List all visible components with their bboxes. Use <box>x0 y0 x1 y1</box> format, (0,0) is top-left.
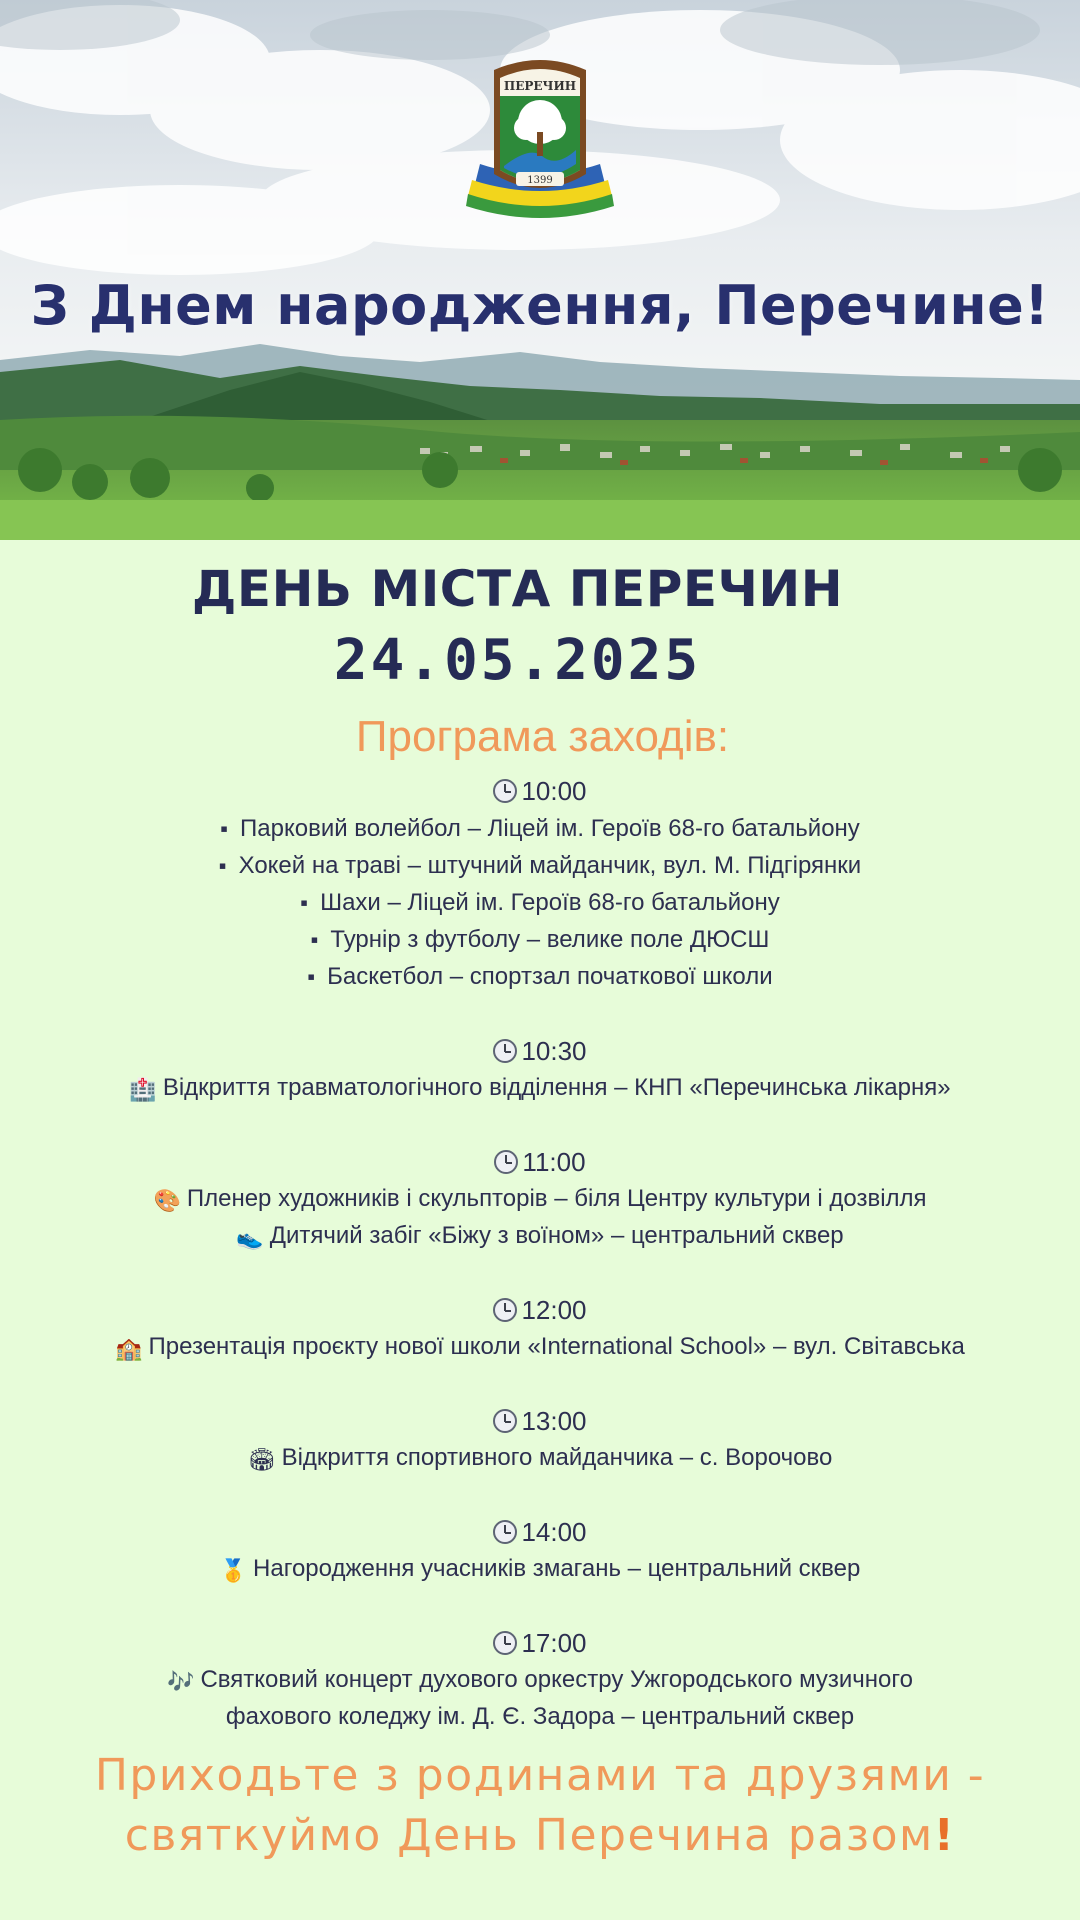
event-title: ДЕНЬ МІСТА ПЕРЕЧИН <box>191 560 844 618</box>
clock-icon <box>493 1298 517 1322</box>
event-date: 24.05.2025 <box>333 628 702 693</box>
coat-of-arms-logo <box>460 56 620 228</box>
list-item: ▪ Парковий волейбол – Ліцей ім. Героїв 68-го батальйону <box>0 814 1080 844</box>
list-item: ▪ Турнір з футболу – велике поле ДЮСШ <box>0 925 1080 955</box>
sneaker-icon: 👟 <box>236 1225 264 1250</box>
list-item <box>0 1332 1080 1364</box>
time-12-00 <box>0 1295 1080 1325</box>
emblem-label: ПЕРЕЧИН <box>503 79 577 93</box>
hospital-icon: 🏥 <box>129 1077 157 1102</box>
clock-icon <box>493 1409 517 1433</box>
time-label: 10:00 <box>521 776 587 806</box>
music-notes-icon: 🎶 <box>167 1669 195 1694</box>
time-label: 17:00 <box>521 1628 587 1658</box>
time-label: 11:00 <box>522 1147 586 1177</box>
medal-icon: 🥇 <box>219 1558 248 1583</box>
list-item-text: Дитячий забіг «Біжу з воїном» – центральний сквер <box>269 1222 844 1249</box>
palette-icon: 🎨 <box>153 1188 181 1213</box>
list-item-text: Святковий концерт духового оркестру Ужгородського музичного <box>200 1666 913 1693</box>
time-label: 10:30 <box>521 1036 587 1066</box>
time-label: 12:00 <box>521 1295 587 1325</box>
hero-title: З Днем народження, Перечине! <box>30 274 1050 337</box>
list-item: ▪ Баскетбол – спортзал початкової школи <box>0 962 1080 992</box>
clock-icon <box>494 1150 518 1174</box>
list-item-text: Відкриття спортивного майданчика – с. Ворочово <box>281 1444 833 1471</box>
list-item <box>0 1221 1080 1253</box>
program-heading: Програма заходів: <box>355 712 730 761</box>
closing-line-1: Приходьте з родинами та друзями - <box>94 1750 986 1801</box>
list-item <box>0 1073 1080 1105</box>
time-17-00 <box>0 1628 1080 1658</box>
list-item-text: Відкриття травматологічного відділення – КНП «Перечинська лікарня» <box>162 1074 951 1101</box>
stadium-icon: 🏟 <box>247 1447 276 1472</box>
list-item-text: Нагородження учасників змагань – центральний сквер <box>253 1555 861 1582</box>
time-label: 14:00 <box>521 1517 587 1547</box>
clock-icon <box>493 1520 517 1544</box>
emblem-year: 1399 <box>527 175 553 186</box>
clock-icon <box>493 1631 517 1655</box>
closing-line-2-text: святкуймо День Перечина разом <box>124 1810 934 1861</box>
hero-banner <box>0 0 1080 540</box>
clock-icon <box>493 779 517 803</box>
time-10-30 <box>0 1036 1080 1066</box>
clock-icon <box>493 1039 517 1063</box>
closing-line-2 <box>0 1810 1080 1862</box>
program-content <box>0 540 1080 1920</box>
time-13-00 <box>0 1406 1080 1436</box>
exclamation-mark: ! <box>933 1810 956 1861</box>
list-item <box>0 1443 1080 1475</box>
list-item-text: Пленер художників і скульпторів – біля Центру культури і дозвілля <box>186 1185 927 1212</box>
list-item: ▪ Хокей на траві – штучний майданчик, вул. М. Підгірянки <box>0 851 1080 881</box>
list-item: ▪ Шахи – Ліцей ім. Героїв 68-го батальйону <box>0 888 1080 918</box>
time-10-00 <box>0 776 1080 806</box>
time-11-00 <box>0 1147 1080 1177</box>
list-item <box>0 1665 1080 1697</box>
list-item <box>0 1184 1080 1216</box>
time-label: 13:00 <box>521 1406 587 1436</box>
list-item-text: Презентація проєкту нової школи «International School» – вул. Світавська <box>148 1333 965 1360</box>
list-item <box>0 1554 1080 1586</box>
list-item: фахового коледжу ім. Д. Є. Задора – центральний сквер <box>225 1703 855 1730</box>
school-icon: 🏫 <box>115 1336 143 1361</box>
time-14-00 <box>0 1517 1080 1547</box>
